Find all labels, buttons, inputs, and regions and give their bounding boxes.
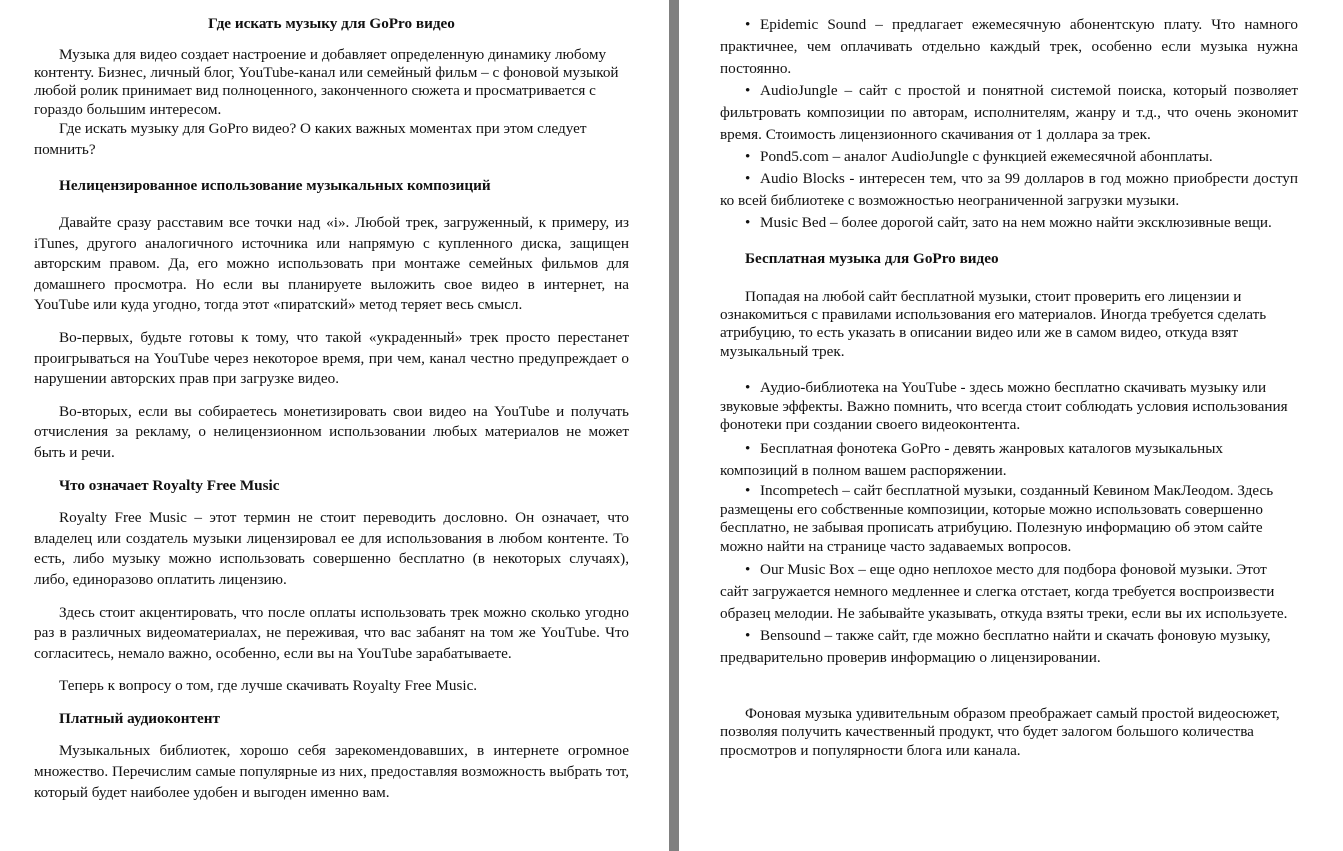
bullet-icon: • [745,627,751,645]
list-item-text: Incompetech – сайт бесплатной музыки, созданный Кевином МакЛеодом. Здесь размещены его собственные композиции, которые можно использовать совершенно бесплатно, не забывая прописать атрибуцию. Полезную информацию об этом сайте можно найти на странице часто задаваемых вопросов. [720,482,1274,555]
paragraph-free-music: Попадая на любой сайт бесплатной музыки, стоит проверить его лицензии и ознакомиться с правилами использования его материалов. Иногда требуется сделать атрибуцию, то есть указать в описании видео или же в самом видео, откуда взят музыкальный трек. [720,287,1267,360]
paragraph-royalty-2: Здесь стоит акцентировать, что после оплаты использовать трек можно сколько угодно раз в различных видеоматериалах, не переживая, что вас забанят на том же YouTube. Что согласитесь, немало важно, особенно, если вы на YouTube зарабатываете. [34,603,629,662]
intro-paragraph-2: Где искать музыку для GoPro видео? О каких важных моментах при этом следует помнить? [34,120,587,158]
paragraph-royalty-3: Теперь к вопросу о том, где лучше скачивать Royalty Free Music. [59,677,478,695]
list-item-text: Бесплатная фонотека GoPro - девять жанровых каталогов музыкальных композиций в полном вашем распоряжении. [720,440,1223,480]
document-title: Где искать музыку для GoPro видео [208,15,455,32]
list-item [720,80,1298,146]
list-item [720,438,1298,482]
paragraph-royalty-1: Royalty Free Music – этот термин не стоит переводить дословно. Он означает, что владелец или создатель музыки лицензировал ее для использования в любом контенте. То есть, либо музыку можно использовать совершенно бесплатно (в некоторых случаях), либо, единоразово оплатить лицензию. [34,509,629,588]
bullet-icon: • [745,82,751,99]
heading-royalty-free: Что означает Royalty Free Music [59,476,280,494]
bullet-icon: • [745,379,751,397]
list-item-text: AudioJungle – сайт с простой и понятной системой поиска, который позволяет фильтровать композиции по авторам, исполнителям, жанру и т.д., что очень экономит время. Стоимость лицензионного скачивания от 1 доллара за трек. [720,82,1298,143]
paid-services-list [720,14,1298,234]
right-column [720,14,1298,760]
bullet-icon: • [745,482,751,500]
paragraph-conclusion: Фоновая музыка удивительным образом преображает самый простой видеосюжет, позволяя получить качественный продукт, что будет залогом большого количества просмотров и популярности блога или канала. [720,705,1280,759]
list-item-text: Music Bed – более дорогой сайт, зато на нем можно найти эксклюзивные вещи. [760,214,1272,231]
list-item [720,14,1298,80]
list-item-text: Epidemic Sound – предлагает ежемесячную абонентскую плату. Что намного практичнее, чем оплачивать отдельно каждый трек, особенно если музыка нужна постоянно. [720,16,1298,77]
heading-free-music: Бесплатная музыка для GoPro видео [745,250,999,267]
list-item-text: Our Music Box – еще одно неплохое место для подбора фоновой музыки. Этот сайт загружается немного медленнее и слегка отстает, когда требуется воспроизвести образец мелодии. Не забывайте указывать, откуда взяты треки, если вы их используете. [720,561,1288,623]
list-item [720,168,1298,212]
list-item-text: Audio Blocks - интересен тем, что за 99 долларов в год можно приобрести доступ ко всей библиотеке с возможностью неограниченной загрузки музыки. [720,170,1298,209]
bullet-icon: • [745,214,751,231]
list-item-text: Bensound – также сайт, где можно бесплатно найти и скачать фоновую музыку, предварительно проверив информацию о лицензировании. [720,627,1271,667]
heading-paid-content: Платный аудиоконтент [59,709,220,727]
document-page-right [679,0,1343,851]
bullet-icon: • [745,440,751,458]
bullet-icon: • [745,561,751,579]
left-column [34,14,629,803]
list-item-text: Аудио-библиотека на YouTube - здесь можно бесплатно скачивать музыку или звуковые эффекты. Важно помнить, что всегда стоит соблюдать условия использования фонотеки при создании своего видеоконтента. [720,379,1288,434]
intro-paragraph-1: Музыка для видео создает настроение и добавляет определенную динамику любому контенту. Бизнес, личный блог, YouTube-канал или семейный фильм – с фоновой музыкой любой ролик принимает вид полноценного, законченного сюжета и просматривается с гораздо большим интересом. [34,45,619,118]
list-item [720,625,1298,669]
paragraph-paid-content: Музыкальных библиотек, хорошо себя зарекомендовавших, в интернете огромное множество. Перечислим самые популярные из них, предоставляя возможность выбрать тот, который будет наиболее удобен и выгоден именно вам. [34,742,629,801]
document-page-left [0,0,669,851]
list-item [720,146,1298,168]
free-services-list [720,379,1298,669]
paragraph-unlicensed-2: Во-первых, будьте готовы к тому, что такой «украденный» трек просто перестанет проигрываться на YouTube через некоторое время, при чем, канал честно предупреждает о нарушении авторских прав при загрузке видео. [34,328,629,388]
list-item-text: Pond5.com – аналог AudioJungle с функцией ежемесячной абонплаты. [760,148,1213,165]
list-item [720,482,1298,556]
bullet-icon: • [745,16,751,33]
paragraph-unlicensed-1: Давайте сразу расставим все точки над «i». Любой трек, загруженный, к примеру, из iTunes, другого аналогичного источника или напрямую с купленного диска, защищен авторским правом. Да, его можно использовать при монтаже семейных фильмов для домашнего просмотра. Но если вы планируете выложить свое видео в интернет, на YouTube или куда угодно, тогда этот «пиратский» метод теряет весь смысл. [34,214,629,314]
paragraph-unlicensed-3: Во-вторых, если вы собираетесь монетизировать свои видео на YouTube и получать отчисления за рекламу, о нелицензионном использовании любых материалов не может быть и речи. [34,402,629,461]
list-item [720,379,1298,434]
heading-unlicensed: Нелицензированное использование музыкальных композиций [59,177,491,195]
page-divider [669,0,679,851]
list-item [720,212,1298,234]
bullet-icon: • [745,148,751,165]
bullet-icon: • [745,170,751,187]
list-item [720,559,1298,625]
